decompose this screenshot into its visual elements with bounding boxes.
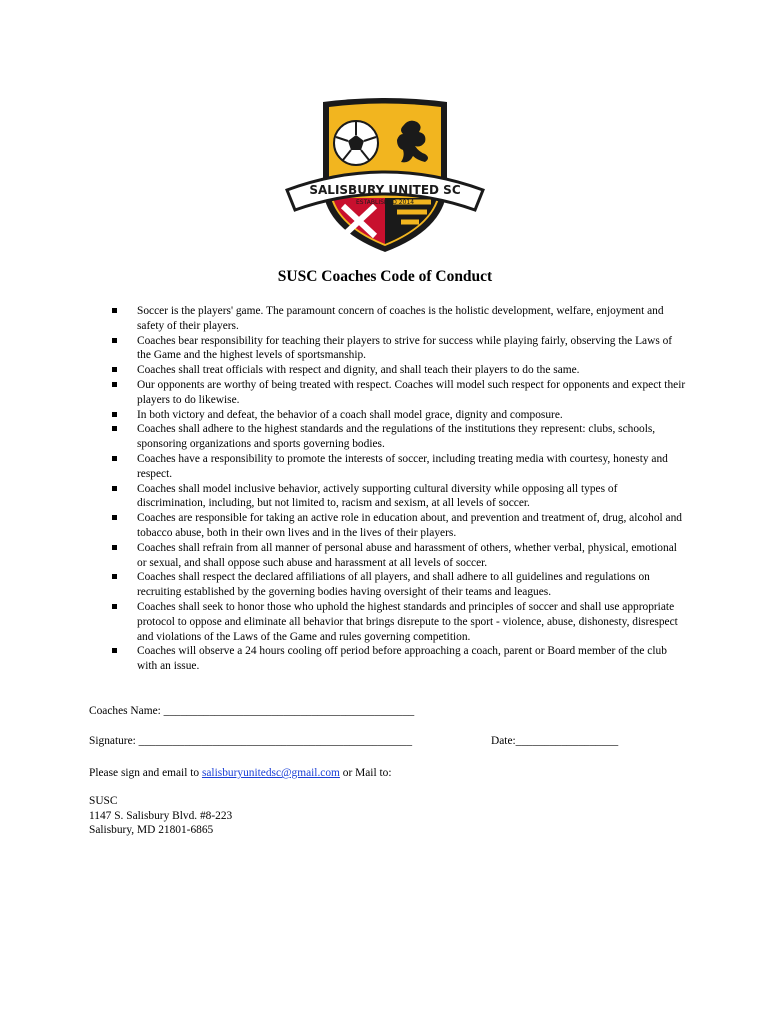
square-bullet-icon — [112, 515, 117, 520]
code-of-conduct-list — [112, 304, 687, 674]
rule-item — [112, 600, 687, 644]
address-line-1: SUSC — [89, 795, 118, 807]
rule-text: Coaches have a responsibility to promote the interests of soccer, including treating media with courtesy, honesty and respect. — [137, 452, 668, 480]
square-bullet-icon — [112, 648, 117, 653]
mailing-address — [89, 794, 232, 838]
square-bullet-icon — [112, 426, 117, 431]
rule-text: Coaches shall respect the declared affiliations of all players, and shall adhere to all guidelines and regulations on recruiting established by the governing bodies having oversight of their teams and leagues. — [137, 571, 650, 599]
instruction-prefix: Please sign and email to — [89, 767, 202, 779]
square-bullet-icon — [112, 338, 117, 343]
square-bullet-icon — [112, 486, 117, 491]
club-crest-logo — [285, 98, 485, 254]
document-title: SUSC Coaches Code of Conduct — [277, 268, 493, 285]
rule-item — [112, 408, 687, 423]
rule-text: Coaches shall seek to honor those who uphold the highest standards and principles of soccer and shall use appropriate protocol to oppose and eliminate all behavior that brings disrepute to the sport - violence, abuse, dishonesty, disrespect and violations of the Laws of the Game and rules governing competition. — [137, 600, 678, 643]
square-bullet-icon — [112, 456, 117, 461]
crest-club-name: SALISBURY UNITED SC — [309, 183, 461, 197]
rule-text: Coaches shall refrain from all manner of personal abuse and harassment of others, whether verbal, physical, emotional or sexual, and shall oppose such abuse and harassment at all levels of soccer. — [137, 541, 677, 569]
date-field[interactable]: Date:__________________ — [491, 735, 619, 747]
rule-item — [112, 452, 687, 482]
rule-item — [112, 304, 687, 334]
rule-item — [112, 378, 687, 408]
instruction-suffix: or Mail to: — [339, 767, 392, 779]
rule-text: Coaches will observe a 24 hours cooling off period before approaching a coach, parent or Board member of the club with an issue. — [137, 645, 667, 673]
rule-text: Coaches shall model inclusive behavior, actively supporting cultural diversity while opposing all types of discrimination, including, but not limited to, racism and sexism, at all levels of soccer. — [137, 482, 618, 510]
square-bullet-icon — [112, 412, 117, 417]
rule-text: Soccer is the players' game. The paramount concern of coaches is the holistic development, welfare, enjoyment and safety of their players. — [137, 305, 664, 332]
signature-field[interactable]: Signature: ________________________________________________ — [89, 735, 413, 747]
submission-instructions — [89, 767, 392, 779]
rule-item — [112, 541, 687, 571]
rule-item — [112, 511, 687, 541]
square-bullet-icon — [112, 308, 117, 313]
rule-item — [112, 644, 687, 674]
email-link[interactable]: salisburyunitedsc@gmail.com — [201, 767, 340, 779]
rule-text: Coaches shall adhere to the highest standards and the regulations of the institutions they represent: clubs, schools, sponsoring organizations and sports governing bodies. — [137, 423, 656, 451]
address-line-3: Salisbury, MD 21801-6865 — [89, 824, 214, 837]
rule-text: Coaches shall treat officials with respect and dignity, and shall teach their players to do the same. — [137, 364, 580, 377]
rule-text: Coaches bear responsibility for teaching their players to strive for success while playing fairly, observing the Laws of the Game and the highest levels of sportsmanship. — [137, 334, 673, 362]
square-bullet-icon — [112, 574, 117, 579]
crest-established: ESTABLISHED 2014 — [355, 199, 415, 206]
rule-item — [112, 482, 687, 512]
square-bullet-icon — [112, 382, 117, 387]
rule-item — [112, 570, 687, 600]
address-line-2: 1147 S. Salisbury Blvd. #8-223 — [89, 809, 233, 822]
rule-text: Our opponents are worthy of being treated with respect. Coaches will model such respect for opponents and expect their players to do likewise. — [137, 378, 686, 406]
rule-item — [112, 334, 687, 364]
rule-item — [112, 363, 687, 378]
rule-item — [112, 422, 687, 452]
rule-text: In both victory and defeat, the behavior of a coach shall model grace, dignity and composure. — [137, 408, 563, 421]
coaches-name-field[interactable]: Coaches Name: ____________________________________________ — [89, 705, 415, 717]
square-bullet-icon — [112, 604, 117, 609]
rule-text: Coaches are responsible for taking an active role in education about, and prevention and treatment of, drug, alcohol and tobacco abuse, both in their own lives and in the lives of their players. — [137, 512, 682, 539]
square-bullet-icon — [112, 545, 117, 550]
square-bullet-icon — [112, 367, 117, 372]
